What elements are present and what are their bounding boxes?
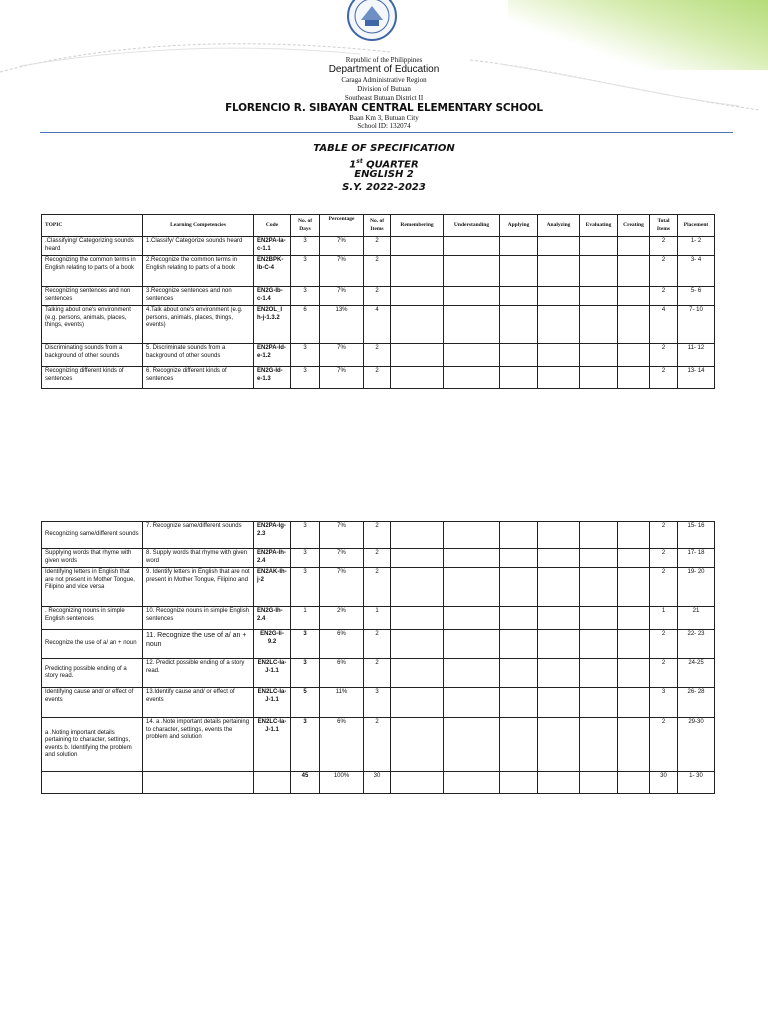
creating-cell bbox=[618, 630, 650, 659]
days-cell: 3 bbox=[291, 718, 320, 772]
analyzing-cell bbox=[538, 344, 580, 367]
totals-empty-cell bbox=[391, 772, 444, 794]
creating-cell bbox=[618, 256, 650, 287]
quarter-title: 1st QUARTER bbox=[349, 158, 419, 171]
percentage-cell: 6% bbox=[320, 630, 364, 659]
totals-empty-cell bbox=[500, 772, 538, 794]
totals-empty-cell bbox=[538, 772, 580, 794]
school-id: School ID: 132074 bbox=[357, 122, 411, 130]
percentage-cell: 7% bbox=[320, 522, 364, 549]
code-cell: EN2G-Id-e-1.3 bbox=[254, 367, 291, 389]
total-items-cell: 2 bbox=[650, 237, 678, 256]
evaluating-cell bbox=[580, 237, 618, 256]
evaluating-cell bbox=[580, 522, 618, 549]
column-header: Evaluating bbox=[580, 215, 618, 237]
percentage-cell: 7% bbox=[320, 344, 364, 367]
applying-cell bbox=[500, 344, 538, 367]
subject-title: ENGLISH 2 bbox=[354, 169, 414, 180]
percentage-cell: 6% bbox=[320, 659, 364, 688]
topic-cell: Predicting possible ending of a story read. bbox=[42, 659, 143, 688]
code-cell: EN2AK-Ih-j-2 bbox=[254, 568, 291, 607]
totals-items-cell: 30 bbox=[364, 772, 391, 794]
total-items-cell: 2 bbox=[650, 367, 678, 389]
creating-cell bbox=[618, 367, 650, 389]
total-items-cell: 1 bbox=[650, 607, 678, 630]
header-divider bbox=[40, 132, 733, 133]
topic-cell: Recognizing different kinds of sentences bbox=[42, 367, 143, 389]
remembering-cell bbox=[391, 659, 444, 688]
competency-cell: 4.Talk about one's environment (e.g. persons, animals, places, things, events) bbox=[143, 306, 254, 344]
total-items-cell: 2 bbox=[650, 630, 678, 659]
items-cell: 2 bbox=[364, 568, 391, 607]
days-cell: 3 bbox=[291, 522, 320, 549]
department-name: Department of Education bbox=[328, 64, 440, 75]
days-cell: 1 bbox=[291, 607, 320, 630]
days-cell: 3 bbox=[291, 630, 320, 659]
applying-cell bbox=[500, 568, 538, 607]
creating-cell bbox=[618, 718, 650, 772]
totals-days-cell: 45 bbox=[291, 772, 320, 794]
applying-cell bbox=[500, 256, 538, 287]
items-cell: 2 bbox=[364, 256, 391, 287]
understanding-cell bbox=[444, 659, 500, 688]
items-cell: 2 bbox=[364, 344, 391, 367]
totals-pct-cell: 100% bbox=[320, 772, 364, 794]
percentage-cell: 7% bbox=[320, 256, 364, 287]
column-header: Understanding bbox=[444, 215, 500, 237]
division-label: Division of Butuan bbox=[357, 85, 411, 93]
understanding-cell bbox=[444, 607, 500, 630]
placement-cell: 26- 28 bbox=[678, 688, 715, 718]
competency-cell: 6. Recognize different kinds of sentences bbox=[143, 367, 254, 389]
analyzing-cell bbox=[538, 630, 580, 659]
total-items-cell: 2 bbox=[650, 522, 678, 549]
table-header-row bbox=[42, 215, 715, 237]
placement-cell: 29-30 bbox=[678, 718, 715, 772]
evaluating-cell bbox=[580, 549, 618, 568]
evaluating-cell bbox=[580, 607, 618, 630]
topic-cell: Recognize the use of a/ an + noun bbox=[42, 630, 143, 659]
applying-cell bbox=[500, 659, 538, 688]
placement-cell: 5- 6 bbox=[678, 287, 715, 306]
days-cell: 3 bbox=[291, 549, 320, 568]
table-row bbox=[42, 568, 715, 607]
analyzing-cell bbox=[538, 568, 580, 607]
percentage-cell: 11% bbox=[320, 688, 364, 718]
understanding-cell bbox=[444, 718, 500, 772]
understanding-cell bbox=[444, 549, 500, 568]
evaluating-cell bbox=[580, 287, 618, 306]
remembering-cell bbox=[391, 344, 444, 367]
analyzing-cell bbox=[538, 237, 580, 256]
remembering-cell bbox=[391, 549, 444, 568]
evaluating-cell bbox=[580, 256, 618, 287]
items-cell: 2 bbox=[364, 237, 391, 256]
applying-cell bbox=[500, 522, 538, 549]
column-header: Analyzing bbox=[538, 215, 580, 237]
evaluating-cell bbox=[580, 630, 618, 659]
applying-cell bbox=[500, 549, 538, 568]
items-cell: 4 bbox=[364, 306, 391, 344]
competency-cell: 14. a .Note important details pertaining to character, settings, events the problem and solution bbox=[143, 718, 254, 772]
totals-row bbox=[42, 772, 715, 794]
column-header: Placement bbox=[678, 215, 715, 237]
days-cell: 3 bbox=[291, 659, 320, 688]
percentage-cell: 6% bbox=[320, 718, 364, 772]
placement-cell: 1- 2 bbox=[678, 237, 715, 256]
understanding-cell bbox=[444, 688, 500, 718]
days-cell: 6 bbox=[291, 306, 320, 344]
creating-cell bbox=[618, 688, 650, 718]
analyzing-cell bbox=[538, 688, 580, 718]
analyzing-cell bbox=[538, 522, 580, 549]
topic-cell: Recognizing sentences and non sentences bbox=[42, 287, 143, 306]
days-cell: 3 bbox=[291, 287, 320, 306]
competency-cell: 11. Recognize the use of a/ an + noun bbox=[143, 630, 254, 659]
totals-empty-cell bbox=[42, 772, 143, 794]
code-cell: EN2OL_I h-j-1.3.2 bbox=[254, 306, 291, 344]
total-items-cell: 2 bbox=[650, 549, 678, 568]
code-cell: EN2BPK-Ib-C-4 bbox=[254, 256, 291, 287]
items-cell: 2 bbox=[364, 522, 391, 549]
applying-cell bbox=[500, 367, 538, 389]
applying-cell bbox=[500, 630, 538, 659]
analyzing-cell bbox=[538, 306, 580, 344]
total-items-cell: 2 bbox=[650, 718, 678, 772]
table-row bbox=[42, 688, 715, 718]
understanding-cell bbox=[444, 306, 500, 344]
remembering-cell bbox=[391, 287, 444, 306]
evaluating-cell bbox=[580, 659, 618, 688]
total-items-cell: 2 bbox=[650, 256, 678, 287]
understanding-cell bbox=[444, 630, 500, 659]
items-cell: 2 bbox=[364, 659, 391, 688]
competency-cell: 7. Recognize same/different sounds bbox=[143, 522, 254, 549]
understanding-cell bbox=[444, 287, 500, 306]
analyzing-cell bbox=[538, 287, 580, 306]
topic-cell: Talking about one's environment (e.g. persons, animals, places, things, events) bbox=[42, 306, 143, 344]
table-row bbox=[42, 237, 715, 256]
placement-cell: 22- 23 bbox=[678, 630, 715, 659]
percentage-cell: 7% bbox=[320, 568, 364, 607]
days-cell: 5 bbox=[291, 688, 320, 718]
code-cell: EN2PA-Ia-c-1.1 bbox=[254, 237, 291, 256]
specification-table-part2 bbox=[41, 521, 715, 794]
code-cell: EN2G-Ih-2.4 bbox=[254, 607, 291, 630]
table-row bbox=[42, 344, 715, 367]
applying-cell bbox=[500, 607, 538, 630]
total-items-cell: 2 bbox=[650, 287, 678, 306]
deped-seal-icon bbox=[339, 0, 405, 50]
topic-cell: a .Noting important details pertaining to character, settings, events b. Identifying the problem and solution bbox=[42, 718, 143, 772]
table-row bbox=[42, 659, 715, 688]
days-cell: 3 bbox=[291, 367, 320, 389]
totals-empty-cell bbox=[580, 772, 618, 794]
topic-cell: Identifying cause and/ or effect of events bbox=[42, 688, 143, 718]
understanding-cell bbox=[444, 237, 500, 256]
creating-cell bbox=[618, 287, 650, 306]
school-name: FLORENCIO R. SIBAYAN CENTRAL ELEMENTARY SCHOOL bbox=[225, 102, 543, 114]
competency-cell: 13.Identify cause and/ or effect of events bbox=[143, 688, 254, 718]
remembering-cell bbox=[391, 607, 444, 630]
column-header: Applying bbox=[500, 215, 538, 237]
code-cell: EN2G-Ib-c-1.4 bbox=[254, 287, 291, 306]
competency-cell: 9. Identify letters in English that are not present in Mother Tongue, Filipino and bbox=[143, 568, 254, 607]
remembering-cell bbox=[391, 237, 444, 256]
percentage-cell: 2% bbox=[320, 607, 364, 630]
placement-cell: 7- 10 bbox=[678, 306, 715, 344]
code-cell: EN2LC-Ia-J-1.1 bbox=[254, 659, 291, 688]
placement-cell: 15- 16 bbox=[678, 522, 715, 549]
table-row bbox=[42, 718, 715, 772]
district-label: Southeast Butuan District II bbox=[344, 94, 424, 102]
understanding-cell bbox=[444, 568, 500, 607]
competency-cell: 10. Recognize nouns in simple English sentences bbox=[143, 607, 254, 630]
analyzing-cell bbox=[538, 367, 580, 389]
placement-cell: 13- 14 bbox=[678, 367, 715, 389]
items-cell: 2 bbox=[364, 287, 391, 306]
remembering-cell bbox=[391, 256, 444, 287]
creating-cell bbox=[618, 659, 650, 688]
analyzing-cell bbox=[538, 659, 580, 688]
code-cell: EN2PA-Ig-2.3 bbox=[254, 522, 291, 549]
applying-cell bbox=[500, 688, 538, 718]
creating-cell bbox=[618, 549, 650, 568]
document-title: TABLE OF SPECIFICATION bbox=[313, 143, 455, 154]
items-cell: 1 bbox=[364, 607, 391, 630]
table-row bbox=[42, 549, 715, 568]
column-header: Percentage bbox=[320, 215, 364, 237]
republic-label: Republic of the Philippines bbox=[345, 56, 423, 64]
analyzing-cell bbox=[538, 549, 580, 568]
column-header: TOPIC bbox=[42, 215, 143, 237]
percentage-cell: 7% bbox=[320, 549, 364, 568]
items-cell: 2 bbox=[364, 367, 391, 389]
total-items-cell: 3 bbox=[650, 688, 678, 718]
items-cell: 2 bbox=[364, 630, 391, 659]
school-year-title: S.Y. 2022-2023 bbox=[342, 182, 426, 193]
code-cell: EN2G-Ii-9.2 bbox=[254, 630, 291, 659]
remembering-cell bbox=[391, 688, 444, 718]
competency-cell: 12. Predict possible ending of a story read. bbox=[143, 659, 254, 688]
topic-cell: . Recognizing nouns in simple English sentences bbox=[42, 607, 143, 630]
remembering-cell bbox=[391, 630, 444, 659]
total-items-cell: 2 bbox=[650, 568, 678, 607]
creating-cell bbox=[618, 306, 650, 344]
applying-cell bbox=[500, 306, 538, 344]
column-header: No. of Days bbox=[291, 215, 320, 237]
evaluating-cell bbox=[580, 306, 618, 344]
table-row bbox=[42, 287, 715, 306]
competency-cell: 5. Discriminate sounds from a background of other sounds bbox=[143, 344, 254, 367]
total-items-cell: 2 bbox=[650, 344, 678, 367]
column-header: No. of Items bbox=[364, 215, 391, 237]
totals-empty-cell bbox=[254, 772, 291, 794]
topic-cell: Identifying letters in English that are not present in Mother Tongue, Filipino and vice versa bbox=[42, 568, 143, 607]
placement-cell: 21 bbox=[678, 607, 715, 630]
evaluating-cell bbox=[580, 344, 618, 367]
evaluating-cell bbox=[580, 718, 618, 772]
placement-cell: 3- 4 bbox=[678, 256, 715, 287]
column-header: Creating bbox=[618, 215, 650, 237]
remembering-cell bbox=[391, 568, 444, 607]
region-label: Caraga Administrative Region bbox=[341, 76, 427, 84]
remembering-cell bbox=[391, 306, 444, 344]
table-row bbox=[42, 607, 715, 630]
creating-cell bbox=[618, 237, 650, 256]
specification-table-part1 bbox=[41, 214, 715, 389]
days-cell: 3 bbox=[291, 344, 320, 367]
column-header: Learning Competencies bbox=[143, 215, 254, 237]
remembering-cell bbox=[391, 522, 444, 549]
placement-cell: 17- 18 bbox=[678, 549, 715, 568]
remembering-cell bbox=[391, 367, 444, 389]
total-items-cell: 4 bbox=[650, 306, 678, 344]
days-cell: 3 bbox=[291, 256, 320, 287]
creating-cell bbox=[618, 344, 650, 367]
placement-cell: 11- 12 bbox=[678, 344, 715, 367]
competency-cell: 1.Classify/ Categorize sounds heard bbox=[143, 237, 254, 256]
topic-cell: .Classifying/ Categorizing sounds heard bbox=[42, 237, 143, 256]
topic-cell: Discriminating sounds from a background of other sounds bbox=[42, 344, 143, 367]
items-cell: 3 bbox=[364, 688, 391, 718]
applying-cell bbox=[500, 237, 538, 256]
understanding-cell bbox=[444, 256, 500, 287]
total-items-cell: 2 bbox=[650, 659, 678, 688]
table-row bbox=[42, 367, 715, 389]
analyzing-cell bbox=[538, 256, 580, 287]
totals-total-cell: 30 bbox=[650, 772, 678, 794]
remembering-cell bbox=[391, 718, 444, 772]
evaluating-cell bbox=[580, 688, 618, 718]
totals-place-cell: 1- 30 bbox=[678, 772, 715, 794]
percentage-cell: 7% bbox=[320, 237, 364, 256]
topic-cell: Recognizing same/different sounds bbox=[42, 522, 143, 549]
competency-cell: 8. Supply words that rhyme with given word bbox=[143, 549, 254, 568]
topic-cell: Recognizing the common terms in English relating to parts of a book bbox=[42, 256, 143, 287]
applying-cell bbox=[500, 718, 538, 772]
column-header: Total Items bbox=[650, 215, 678, 237]
analyzing-cell bbox=[538, 718, 580, 772]
topic-cell: Supplying words that rhyme with given words bbox=[42, 549, 143, 568]
totals-empty-cell bbox=[143, 772, 254, 794]
totals-empty-cell bbox=[444, 772, 500, 794]
column-header: Remembering bbox=[391, 215, 444, 237]
items-cell: 2 bbox=[364, 549, 391, 568]
code-cell: EN2LC-Ia-J-1.1 bbox=[254, 688, 291, 718]
competency-cell: 2.Recognize the common terms in English relating to parts of a book bbox=[143, 256, 254, 287]
competency-cell: 3.Recognize sentences and non sentences bbox=[143, 287, 254, 306]
creating-cell bbox=[618, 522, 650, 549]
creating-cell bbox=[618, 568, 650, 607]
days-cell: 3 bbox=[291, 237, 320, 256]
percentage-cell: 7% bbox=[320, 367, 364, 389]
placement-cell: 19- 20 bbox=[678, 568, 715, 607]
column-header: Code bbox=[254, 215, 291, 237]
evaluating-cell bbox=[580, 568, 618, 607]
table-row bbox=[42, 630, 715, 659]
applying-cell bbox=[500, 287, 538, 306]
table-row bbox=[42, 256, 715, 287]
evaluating-cell bbox=[580, 367, 618, 389]
table-row bbox=[42, 306, 715, 344]
analyzing-cell bbox=[538, 607, 580, 630]
creating-cell bbox=[618, 607, 650, 630]
code-cell: EN2PA-Id-e-1.2 bbox=[254, 344, 291, 367]
school-address: Baan Km 3, Butuan City bbox=[349, 114, 419, 122]
percentage-cell: 13% bbox=[320, 306, 364, 344]
percentage-cell: 7% bbox=[320, 287, 364, 306]
understanding-cell bbox=[444, 344, 500, 367]
totals-empty-cell bbox=[618, 772, 650, 794]
table-row bbox=[42, 522, 715, 549]
items-cell: 2 bbox=[364, 718, 391, 772]
placement-cell: 24-25 bbox=[678, 659, 715, 688]
understanding-cell bbox=[444, 522, 500, 549]
code-cell: EN2PA-Ih-2.4 bbox=[254, 549, 291, 568]
days-cell: 3 bbox=[291, 568, 320, 607]
code-cell: EN2LC-Ia-J-1.1 bbox=[254, 718, 291, 772]
understanding-cell bbox=[444, 367, 500, 389]
